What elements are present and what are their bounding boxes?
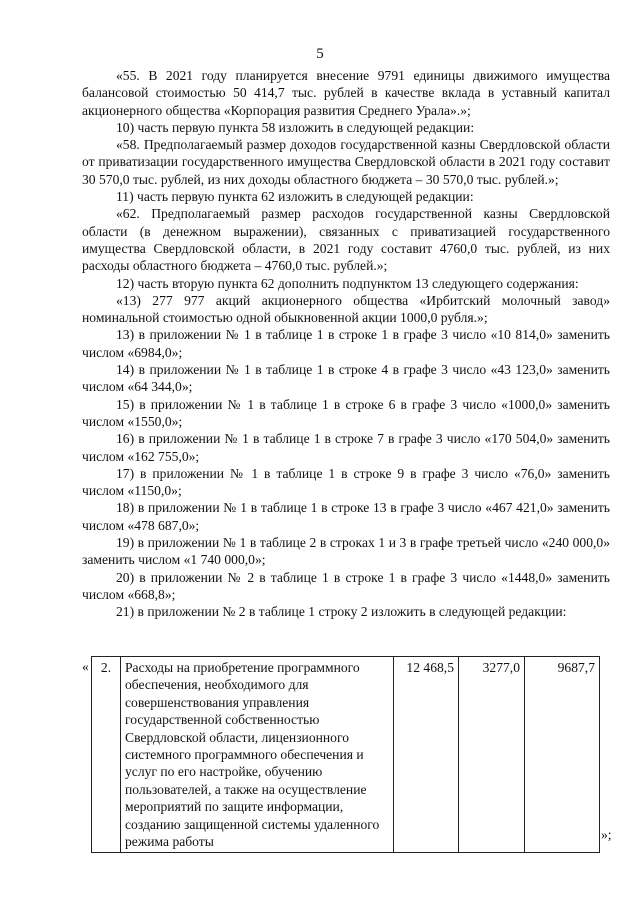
- paragraph-item-11: 11) часть первую пункта 62 изложить в следующей редакции:: [116, 189, 474, 205]
- paragraph-item-19: 19) в приложении № 1 в таблице 2 в строках 1 и 3 в графе третьей число «240 000,0» заменить числом «1 740 000,0»;: [82, 535, 610, 568]
- paragraph-item-10: 10) часть первую пункта 58 изложить в следующей редакции:: [116, 119, 475, 135]
- row-value-2: 3277,0: [459, 657, 525, 853]
- document-body: [82, 67, 610, 621]
- paragraph-item-20: 20) в приложении № 2 в таблице 1 в строке 1 в графе 3 число «1448,0» заменить числом «668,8»;: [82, 569, 610, 602]
- paragraph-item-21: 21) в приложении № 2 в таблице 1 строку 2 изложить в следующей редакции:: [116, 604, 567, 620]
- paragraph-item-18: 18) в приложении № 1 в таблице 1 в строке 13 в графе 3 число «467 421,0» заменить числом «478 687,0»;: [82, 500, 610, 533]
- paragraph-subitem-13: «13) 277 977 акций акционерного общества «Ирбитский молочный завод» номинальной стоимостью одной обыкновенной акции 1000,0 рубля.»;: [82, 292, 610, 326]
- paragraph-58: «58. Предполагаемый размер доходов государственной казны Свердловской области от приватизации государственного имущества Свердловской области в 2021 году составит 30 570,0 тыс. рублей, из них доходы областного бюджета – 30 570,0 тыс. рублей.»;: [82, 137, 610, 187]
- paragraph-item-14: 14) в приложении № 1 в таблице 1 в строке 4 в графе 3 число «43 123,0» заменить числом «64 344,0»;: [82, 362, 610, 395]
- paragraph-62: «62. Предполагаемый размер расходов государственной казны Свердловской области (в денежном выражении), связанных с приватизацией государственного имущества Свердловской области, в 2021 году составит 4760,0 тыс. рублей, из них расходы областного бюджета – 4760,0 тыс. рублей.»;: [82, 206, 610, 274]
- paragraph-item-12: 12) часть вторую пункта 62 дополнить подпунктом 13 следующего содержания:: [116, 275, 579, 291]
- close-quote: »;: [601, 827, 612, 842]
- page-number: 5: [316, 46, 324, 62]
- replacement-table-block: [82, 656, 622, 850]
- open-quote: «: [82, 659, 89, 674]
- replacement-table: [91, 656, 600, 853]
- paragraph-item-17: 17) в приложении № 1 в таблице 1 в строке 9 в графе 3 число «76,0» заменить числом «1150,0»;: [82, 465, 610, 499]
- paragraph-item-13: 13) в приложении № 1 в таблице 1 в строке 1 в графе 3 число «10 814,0» заменить числом «6984,0»;: [82, 327, 610, 360]
- row-value-1: 12 468,5: [394, 657, 459, 853]
- row-number: 2.: [92, 657, 121, 853]
- row-value-3: 9687,7: [525, 657, 600, 853]
- paragraph-55: «55. В 2021 году планируется внесение 9791 единицы движимого имущества балансовой стоимостью 50 414,7 тыс. рублей в качестве вклада в уставный капитал акционерного общества «Корпорация развития Среднего Урала».»;: [82, 68, 610, 118]
- table-row: [92, 657, 600, 853]
- paragraph-item-16: 16) в приложении № 1 в таблице 1 в строке 7 в графе 3 число «170 504,0» заменить числом «162 755,0»;: [82, 431, 610, 464]
- paragraph-item-15: 15) в приложении № 1 в таблице 1 в строке 6 в графе 3 число «1000,0» заменить числом «1550,0»;: [82, 396, 610, 429]
- row-description: Расходы на приобретение программного обеспечения, необходимого для совершенствования управления государственной собственностью Свердловской области, лицензионного системного программного обеспечения и услуг по его настройке, обучению пользователей, а также на осуществление мероприятий по защите информации, созданию защищенной системы удаленного режима работы: [121, 657, 394, 853]
